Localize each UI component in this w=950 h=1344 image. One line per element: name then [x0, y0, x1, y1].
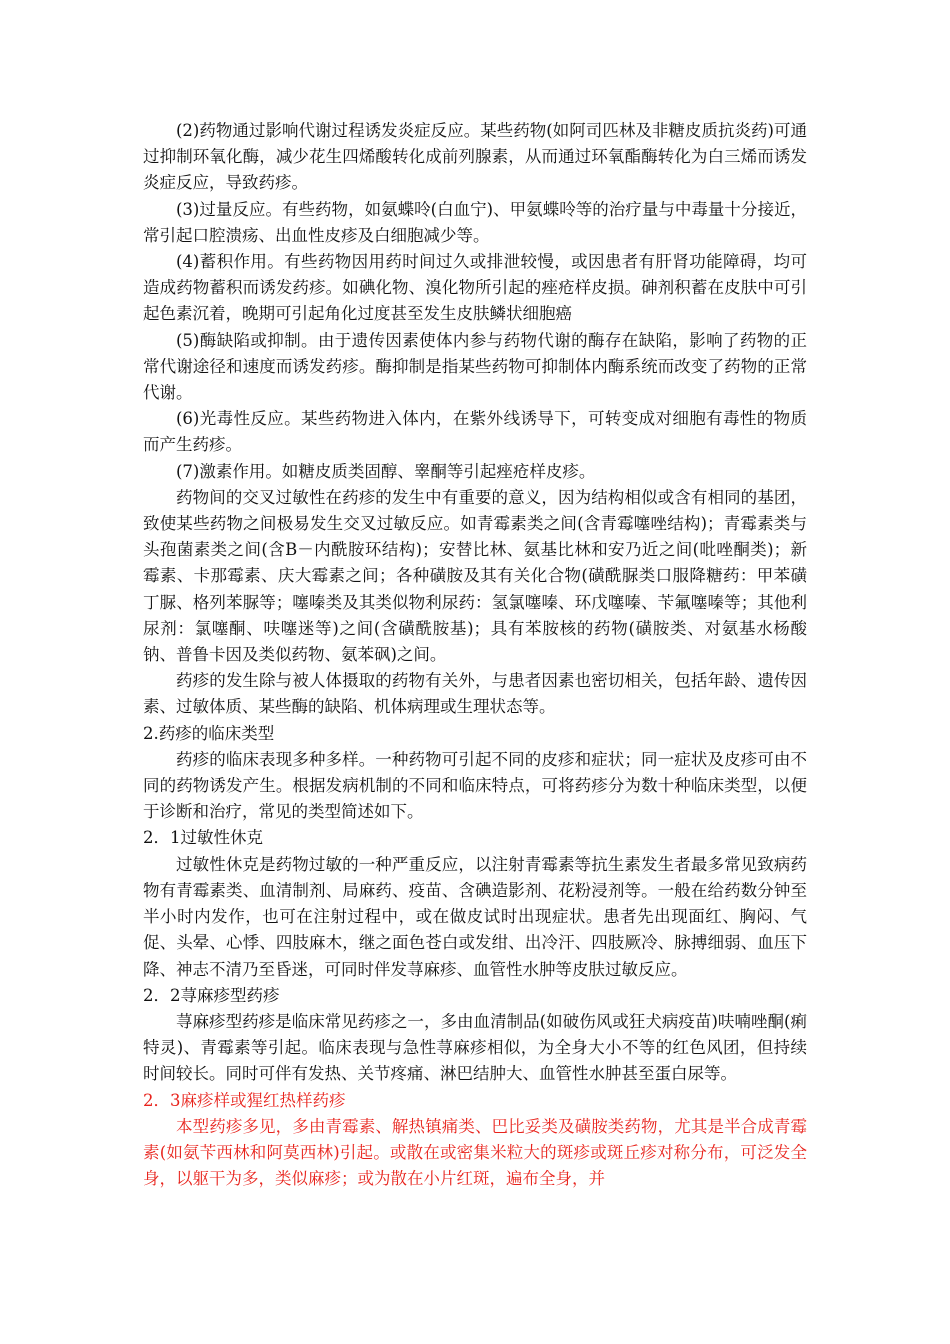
paragraph-anaphylactic-shock: 过敏性休克是药物过敏的一种严重反应，以注射青霉素等抗生素发生者最多常见致病药物有青霉素类、血清制剂、局麻药、疫苗、含碘造影剂、花粉浸剂等。一般在给药数分钟至半小时内发作，也可在注射过程中，或在做皮试时出现症状。患者先出现面红、胸闷、气促、头晕、心悸、四肢麻木，继之面色苍白或发绀、出冷汗、四肢厥冷、脉搏细弱、血压下降、神志不清乃至昏迷，可同时伴发荨麻疹、血管性水肿等皮肤过敏反应。	[143, 854, 807, 979]
paragraph-patient-factors: 药疹的发生除与被人体摄取的药物有关外，与患者因素也密切相关，包括年龄、遗传因素、过敏体质、某些酶的缺陷、机体病理或生理状态等。	[143, 671, 807, 717]
paragraph-clinical-types-intro: 药疹的临床表现多种多样。一种药物可引起不同的皮疹和症状；同一症状及皮疹可由不同的药物诱发产生。根据发病机制的不同和临床特点，可将药疹分为数十种临床类型，以便于诊断和治疗，常见的类型简述如下。	[143, 749, 807, 822]
subsection-heading-anaphylactic-shock: 2．1过敏性休克	[143, 828, 263, 848]
paragraph-phototoxic-reaction: (6)光毒性反应。某些药物进入体内，在紫外线诱导下，可转变成对细胞有毒性的物质而产生药疹。	[143, 409, 807, 455]
subsection-heading-urticaria-type: 2．2荨麻疹型药疹	[143, 985, 280, 1005]
subsection-heading-measles-scarlatiniform: 2．3麻疹样或猩红热样药疹	[143, 1090, 346, 1110]
paragraph-enzyme-defect: (5)酶缺陷或抑制。由于遗传因素使体内参与药物代谢的酶存在缺陷，影响了药物的正常代谢途径和速度而诱发药疹。酶抑制是指某些药物可抑制体内酶系统而改变了药物的正常代谢。	[143, 330, 807, 403]
section-heading-clinical-types: 2.药疹的临床类型	[143, 723, 275, 743]
paragraph-urticaria-type: 荨麻疹型药疹是临床常见药疹之一，多由血清制品(如破伤风或狂犬病疫苗)呋喃唑酮(痢特灵)、青霉素等引起。临床表现与急性荨麻疹相似，为全身大小不等的红色风团，但持续时间较长。同时可伴有发热、关节疼痛、淋巴结肿大、血管性水肿甚至蛋白尿等。	[143, 1011, 807, 1084]
paragraph-measles-scarlatiniform: 本型药疹多见，多由青霉素、解热镇痛类、巴比妥类及磺胺类药物，尤其是半合成青霉素(如氨苄西林和阿莫西林)引起。或散在或密集米粒大的斑疹或斑丘疹对称分布，可泛发全身，以躯干为多，类似麻疹；或为散在小片红斑，遍布全身，并	[143, 1116, 807, 1189]
document-page	[143, 118, 807, 1192]
paragraph-overdose-reaction: (3)过量反应。有些药物，如氨蝶呤(白血宁)、甲氨蝶呤等的治疗量与中毒量十分接近，常引起口腔溃疡、出血性皮疹及白细胞减少等。	[143, 199, 807, 245]
paragraph-drug-metabolism-inflammation: (2)药物通过影响代谢过程诱发炎症反应。某些药物(如阿司匹林及非糖皮质抗炎药)可通过抑制环氧化酶，减少花生四烯酸转化成前列腺素，从而通过环氧酯酶转化为白三烯而诱发炎症反应，导致药疹。	[143, 121, 807, 193]
paragraph-hormone-effect: (7)激素作用。如糖皮质类固醇、睾酮等引起痤疮样皮疹。	[176, 461, 596, 481]
paragraph-accumulation-effect: (4)蓄积作用。有些药物因用药时间过久或排泄较慢，或因患者有肝肾功能障碍，均可造成药物蓄积而诱发药疹。如碘化物、溴化物所引起的痤疮样皮损。砷剂积蓄在皮肤中可引起色素沉着，晚期可引起角化过度甚至发生皮肤鳞状细胞癌	[143, 252, 807, 324]
paragraph-cross-sensitivity: 药物间的交叉过敏性在药疹的发生中有重要的意义，因为结构相似或含有相同的基团，致使某些药物之间极易发生交叉过敏反应。如青霉素类之间(含青霉噻唑结构)；青霉素类与头孢菌素类之间(含B－内酰胺环结构)；安替比林、氨基比林和安乃近之间(吡唑酮类)；新霉素、卡那霉素、庆大霉素之间；各种磺胺及其有关化合物(磺酰脲类口服降糖药：甲苯磺丁脲、格列苯脲等；噻嗪类及其类似物利尿药：氢氯噻嗪、环戊噻嗪、苄氟噻嗪等；其他利尿剂：氯噻酮、呋噻迷等)之间(含磺酰胺基)；具有苯胺核的药物(磺胺类、对氨基水杨酸钠、普鲁卡因及类似药物、氨苯砜)之间。	[143, 487, 807, 665]
